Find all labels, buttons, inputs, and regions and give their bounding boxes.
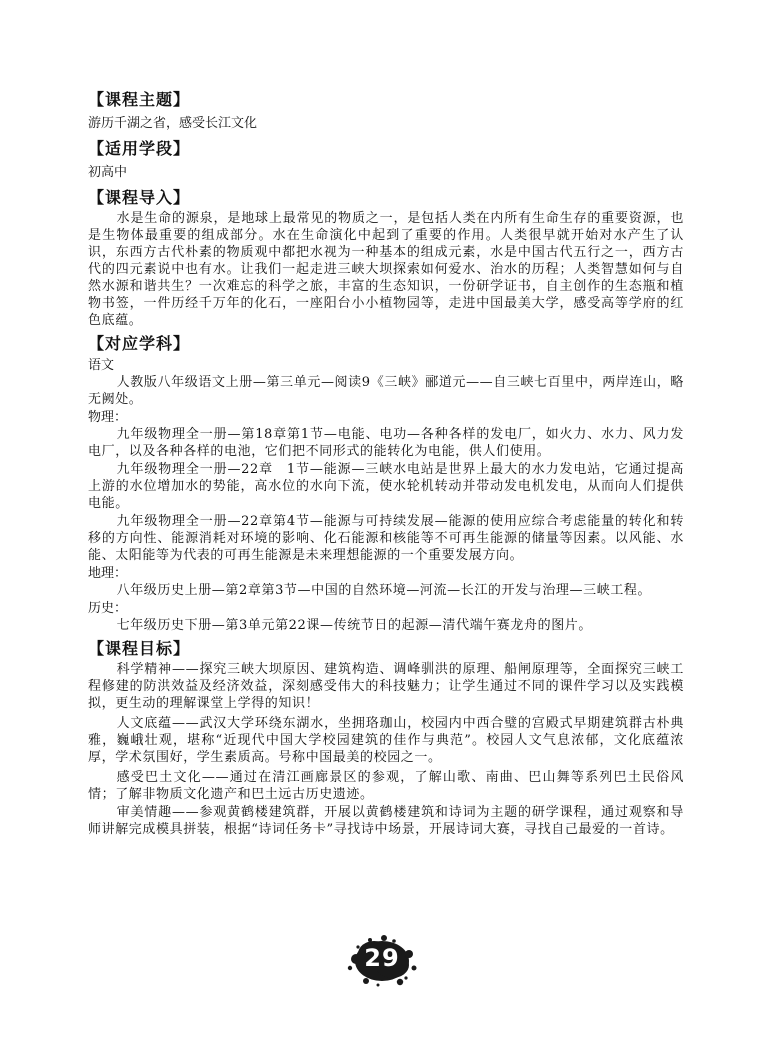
subject-text-geography: 八年级历史上册—第2章第3节—中国的自然环境—河流—长江的开发与治理—三峡工程。 (116, 583, 652, 598)
goal-paragraph-humanities: 人文底蕴——武汉大学环绕东湖水，坐拥珞珈山，校园内中西合璧的宫殿式早期建筑群古朴典雅，巍峨壮观，堪称“近现代中国大学校园建筑的佳作与典范”。校园人文气息浓郁，文化底蕴浓厚，学术氛围好，学生素质高。号称中国最美的校园之一。 (88, 716, 684, 765)
section-heading-intro: 【课程导入】 (88, 188, 191, 207)
goal-paragraph-culture: 感受巴土文化——通过在清江画廊景区的参观，了解山歌、南曲、巴山舞等系列巴土民俗风情；了解非物质文化遗产和巴土远古历史遗迹。 (88, 770, 684, 802)
subject-label-geography: 地理： (88, 566, 128, 581)
subject-label-physics: 物理： (88, 410, 128, 425)
goal-paragraph-aesthetics: 审美情趣——参观黄鹤楼建筑群，开展以黄鹤楼建筑和诗词为主题的研学课程，通过观察和导师讲解完成模具拼装，根据“诗词任务卡”寻找诗中场景，开展诗词大赛，寻找自己最爱的一首诗。 (88, 805, 684, 837)
section-heading-subjects: 【对应学科】 (88, 334, 191, 353)
subject-label-history: 历史： (88, 601, 128, 616)
subject-text-physics-3: 九年级物理全一册—22章第4节—能源与可持续发展—能源的使用应综合考虑能量的转化和转移的方向性、能源消耗对环境的影响、化石能源和核能等不可再生能源的储量等因素。以风能、水能、太阳能等为代表的可再生能源是未来理想能源的一个重要发展方向。 (88, 514, 684, 563)
intro-paragraph: 水是生命的源泉，是地球上最常见的物质之一，是包括人类在内所有生命生存的重要资源，也是生物体最重要的组成部分。水在生命演化中起到了重要的作用。人类很早就开始对水产生了认识，东西方古代朴素的物质观中都把水视为一种基本的组成元素，水是中国古代五行之一，西方古代的四元素说中也有水。让我们一起走进三峡大坝探索如何爱水、治水的历程；人类智慧如何与自然水源和谐共生？一次难忘的科学之旅，丰富的生态知识，一份研学证书，自主创作的生态瓶和植物书签，一件历经千万年的化石，一座阳台小小植物园等，走进中国最美大学，感受高等学府的红色底蕴。 (88, 211, 684, 328)
theme-text: 游历千湖之省，感受长江文化 (88, 116, 258, 131)
document-page (88, 88, 684, 839)
stage-text: 初高中 (88, 165, 128, 180)
page-number (344, 932, 420, 988)
subject-text-physics-1: 九年级物理全一册—第18章第1节—电能、电功—各种各样的发电厂，如火力、水力、风力发电厂，以及各种各样的电池，它们把不同形式的能转化为电能，供人们使用。 (88, 427, 684, 459)
section-heading-goals: 【课程目标】 (88, 639, 191, 658)
subject-text-chinese: 人教版八年级语文上册—第三单元—阅读9《三峡》郦道元——自三峡七百里中，两岸连山，略无阙处。 (88, 375, 684, 407)
goal-paragraph-science: 科学精神——探究三峡大坝原因、建筑构造、调峰驯洪的原理、船闸原理等，全面探究三峡工程修建的防洪效益及经济效益，深刻感受伟大的科技魅力；让学生通过不同的课件学习以及实践模拟，更生动的理解课堂上学得的知识！ (88, 662, 684, 711)
subject-label-chinese: 语文 (88, 358, 115, 373)
subject-text-physics-2: 九年级物理全一册—22章 1节—能源—三峡水电站是世界上最大的水力发电站，它通过提高上游的水位增加水的势能，高水位的水向下流，使水轮机转动并带动发电机发电，从而向人们提供电能。 (88, 462, 684, 511)
page-number-text: 29 (364, 944, 400, 972)
section-heading-theme: 【课程主题】 (88, 90, 191, 109)
section-heading-stage: 【适用学段】 (88, 139, 191, 158)
subject-text-history: 七年级历史下册—第3单元第22课—传统节日的起源—清代端午赛龙舟的图片。 (116, 618, 593, 633)
